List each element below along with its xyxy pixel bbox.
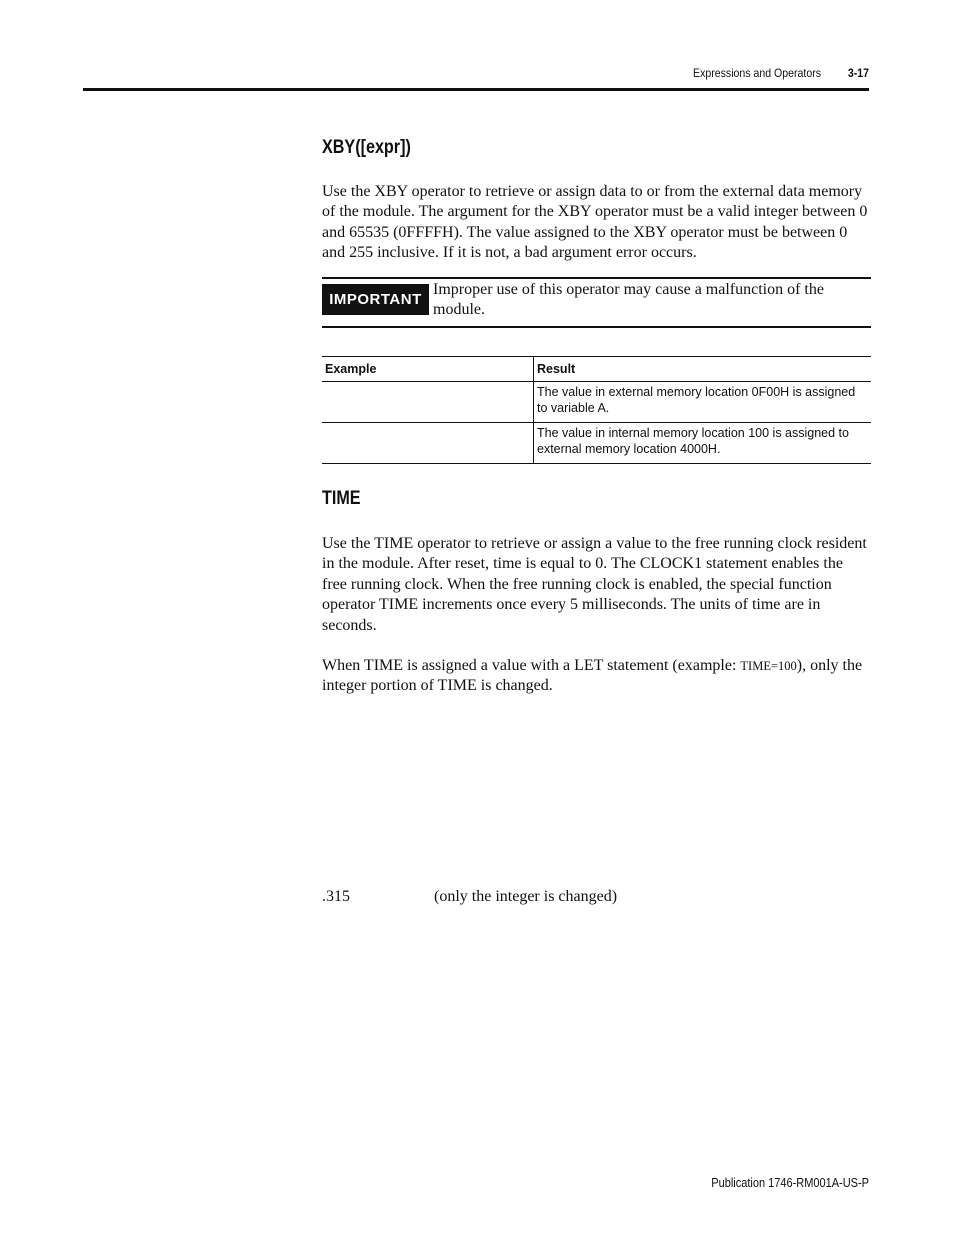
table-cell-result: The value in external memory location 0F00H is assigned to variable A. xyxy=(534,382,872,423)
xby-heading: XBY([expr]) xyxy=(322,137,411,158)
column-header-example: Example xyxy=(322,357,534,382)
table-cell-example xyxy=(322,423,534,464)
important-badge: IMPORTANT xyxy=(322,284,429,315)
example-note: (only the integer is changed) xyxy=(434,888,618,905)
time-body xyxy=(322,534,870,636)
time-let-text-post: ), only the integer portion of TIME is changed. xyxy=(322,657,863,695)
time-let-code: TIME=100 xyxy=(740,659,797,673)
column-header-result: Result xyxy=(534,357,872,382)
time-heading: TIME xyxy=(322,488,361,509)
xby-body-text: Use the XBY operator to retrieve or assign data to or from the external data memory of the module. The argument for the XBY operator must be a valid integer between 0 and 65535 (0FFFFH). The value assigned to the XBY operator must be between 0 and 255 inclusive. If it is not, a bad argument error occurs. xyxy=(322,183,868,262)
time-body-text: Use the TIME operator to retrieve or assign a value to the free running clock resident in the module. After reset, time is equal to 0. The CLOCK1 statement enables the free running clock. When the free running clock is enabled, the special function operator TIME increments once every 5 milliseconds. The units of time are in seconds. xyxy=(322,535,867,634)
important-text: Improper use of this operator may cause a malfunction of the module. xyxy=(433,281,824,319)
publication-footer: Publication 1746-RM001A-US-P xyxy=(711,1176,869,1190)
time-let-text xyxy=(322,656,870,697)
important-bottom-rule xyxy=(322,326,871,328)
time-let-paragraph xyxy=(322,656,870,697)
xby-example-table xyxy=(322,356,871,464)
example-value: .315 xyxy=(322,888,350,905)
table-row xyxy=(322,382,871,423)
xby-body xyxy=(322,182,870,264)
table-cell-example xyxy=(322,382,534,423)
page-number: 3-17 xyxy=(847,66,869,80)
important-top-rule xyxy=(322,277,871,279)
header-rule xyxy=(83,88,869,91)
table-cell-result: The value in internal memory location 100 is assigned to external memory location 4000H. xyxy=(534,423,872,464)
table-header-row xyxy=(322,357,871,382)
running-header-section: Expressions and Operators xyxy=(693,66,821,80)
time-let-text-pre: When TIME is assigned a value with a LET statement (example: xyxy=(322,657,741,674)
table-row xyxy=(322,423,871,464)
